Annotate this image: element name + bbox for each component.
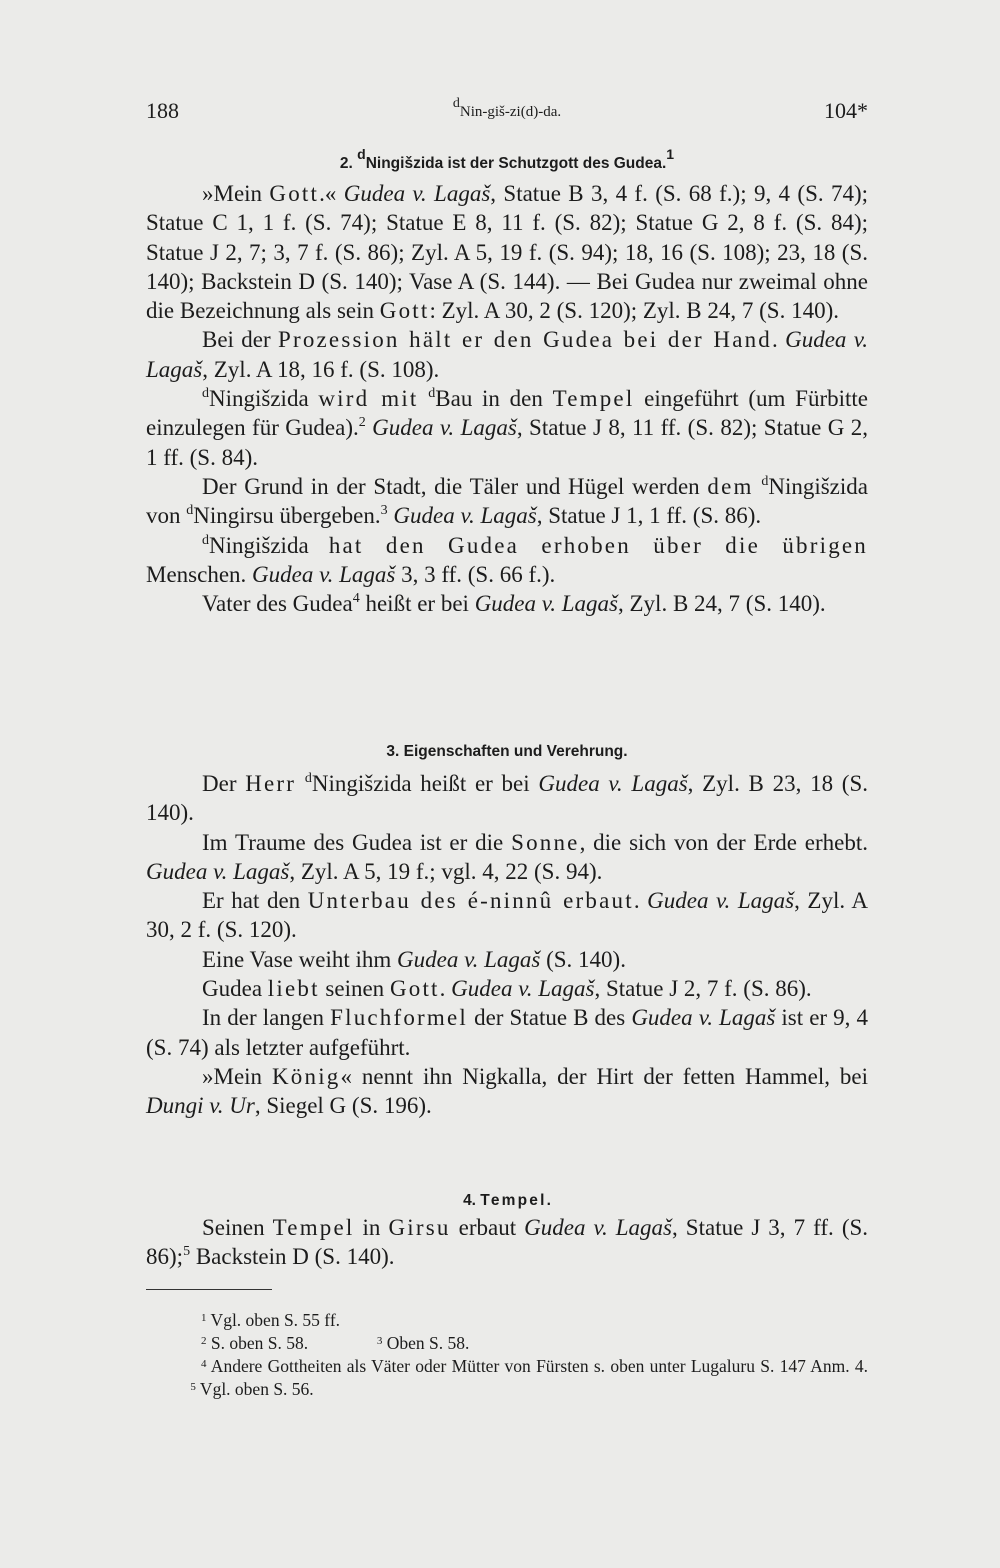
page-number: 188	[146, 98, 179, 123]
footnote-4: $^4$ Andere Gottheiten als Väter oder Mütter von Fürsten s. oben unter Lugaluru S. 147 Anm. 4.	[201, 1356, 868, 1376]
paragraph: Im Traume des Gudea ist er die Sonne, die sich von der Erde erhebt. Gudea v. Lagaš, Zyl. A 5, 19 f.; vgl. 4, 22 (S. 94).	[146, 829, 868, 884]
paragraph: »Mein Gott.« Gudea v. Lagaš, Statue B 3, 4 f. (S. 68 f.); 9, 4 (S. 74); Statue C 1, 1 f. (S. 74); Statue E 8, 11 f. (S. 82); Statue G 2, 8 f. (S. 84); Statue J 2, 7; 3, 7 f. (S. 86); Zyl. A 5, 19 f. (S. 94); 18, 16 (S. 108); 23, 18 (S. 140); Backstein D (S. 140); Vase A (S. 144). — Bei Gudea nur zweimal ohne die Bezeichnung als sein Gott: Zyl. A 30, 2 (S. 120); Zyl. B 24, 7 (S. 140).	[146, 181, 869, 324]
section-heading-3: 3. Eigenschaften und Verehrung.	[386, 743, 628, 760]
paragraph: Eine Vase weiht ihm Gudea v. Lagaš (S. 140).	[202, 946, 626, 972]
running-title: $^d$Nin-giš-zi(d)-da.	[452, 96, 562, 120]
section-heading-4: 4. Tempel.	[463, 1192, 551, 1209]
footnote-divider	[146, 1289, 272, 1290]
paragraph: In der langen Fluchformel der Statue B des Gudea v. Lagaš ist er 9, 4 (S. 74) als letzter aufgeführt.	[146, 1005, 869, 1060]
paragraph: Er hat den Unterbau des é-ninnû erbaut. Gudea v. Lagaš, Zyl. A 30, 2 f. (S. 120).	[146, 888, 869, 943]
footnote-3: $^3$ Oben S. 58.	[376, 1333, 470, 1353]
footnote-5: $^5$ Vgl. oben S. 56.	[190, 1379, 314, 1399]
paragraph: Bei der Prozession hält er den Gudea bei der Hand. Gudea v. Lagaš, Zyl. A 18, 16 f. (S. 108).	[146, 327, 868, 382]
footnote-1: $^1$ Vgl. oben S. 55 ff.	[201, 1310, 341, 1330]
section-number: 104*	[824, 98, 868, 123]
paragraph: Gudea liebt seinen Gott. Gudea v. Lagaš, Statue J 2, 7 f. (S. 86).	[202, 976, 812, 1002]
paragraph: $^d$Ningišzida wird mit $^d$Bau in den Tempel eingeführt (um Fürbitte einzulegen für Gudea).$^2$ Gudea v. Lagaš, Statue J 8, 11 ff. (S. 82); Statue G 2, 1 ff. (S. 84).	[146, 386, 869, 470]
footnote-4-5	[146, 1354, 868, 1400]
page-header	[146, 98, 868, 134]
footnotes	[146, 1308, 868, 1400]
footnote-2-3	[146, 1331, 868, 1354]
footnote-2: $^2$ S. oben S. 58.	[201, 1333, 309, 1353]
paragraph: Der Herr $^d$Ningišzida heißt er bei Gudea v. Lagaš, Zyl. B 23, 18 (S. 140).	[146, 771, 869, 826]
section-2-body	[146, 179, 868, 618]
paragraph: $^d$Ningišzida hat den Gudea erhoben über die übrigen Menschen. Gudea v. Lagaš 3, 3 ff. (S. 66 f.).	[146, 532, 868, 587]
section-heading-2: 2. $^d$Ningišzida ist der Schutzgott des Gudea.$^1$	[339, 146, 675, 172]
paragraph: Vater des Gudea$^4$ heißt er bei Gudea v. Lagaš, Zyl. B 24, 7 (S. 140).	[202, 591, 826, 617]
paragraph: Der Grund in der Stadt, die Täler und Hügel werden dem $^d$Ningišzida von $^d$Ningirsu übergeben.$^3$ Gudea v. Lagaš, Statue J 1, 1 ff. (S. 86).	[146, 473, 868, 529]
paragraph: Seinen Tempel in Girsu erbaut Gudea v. Lagaš, Statue J 3, 7 ff. (S. 86);$^5$ Backstein D (S. 140).	[146, 1215, 869, 1270]
paragraph: »Mein König« nennt ihn Nigkalla, der Hirt der fetten Hammel, bei Dungi v. Ur, Siegel G (S. 196).	[146, 1063, 868, 1119]
section-3-body	[146, 769, 868, 1121]
section-4-body	[146, 1213, 868, 1272]
